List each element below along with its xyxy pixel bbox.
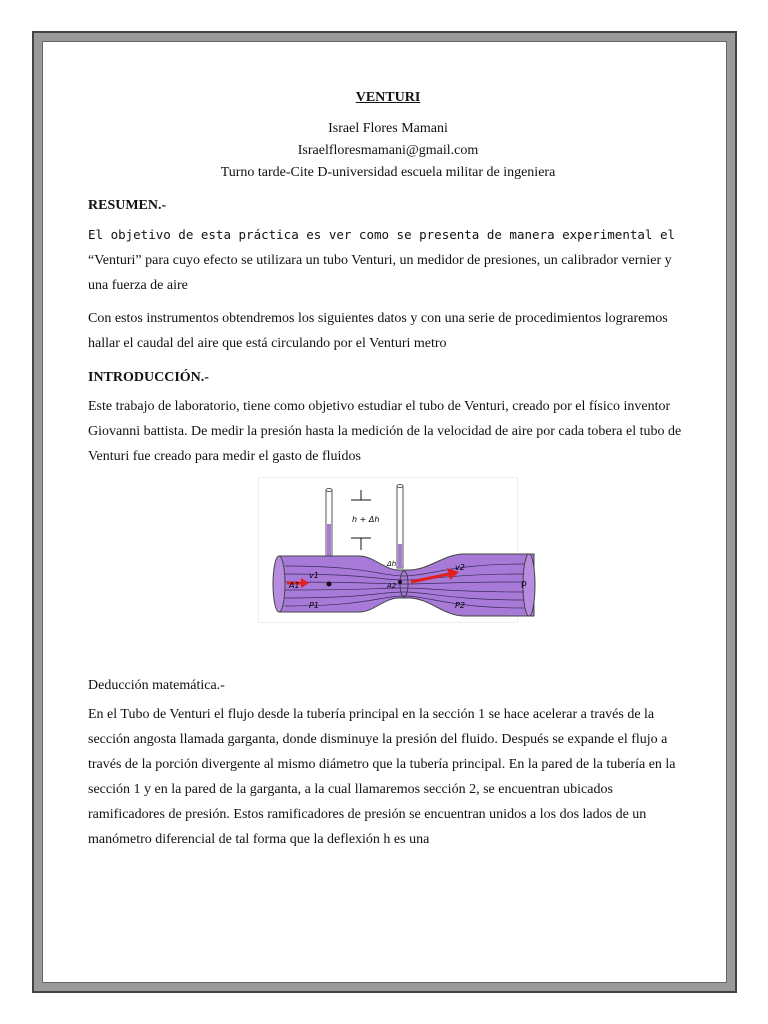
resumen-paragraph-1 <box>88 222 688 298</box>
inlet-cross-section <box>273 556 285 612</box>
author-name: Israel Flores Mamani <box>328 121 448 136</box>
deduccion-paragraph: En el Tubo de Venturi el flujo desde la tubería principal en la sección 1 se hace acelerar a través de la sección angosta llamada garganta, donde disminuye la presión del fluido. Después se expande el flujo a través de la porción divergente al mismo diámetro que la tubería principal. En la pared de la tubería en la sección 1 y en la pared de la garganta, a la cual llamaremos sección 2, se encuentran ubicados ramificadores de presión. Estos ramificadores de presión se encuentran unidos a los dos lados de un manómetro diferencial de tal forma que la deflexión h es una <box>88 707 676 847</box>
resumen-p1-mono: El objetivo de esta práctica es ver como se presenta de manera experimental el <box>88 227 675 242</box>
introduccion-paragraph: Este trabajo de laboratorio, tiene como objetivo estudiar el tubo de Venturi, creado por el físico inventor Giovanni battista. De medir la presión hasta la medición de la velocidad de aire por cada tobera el tubo de Venturi fue creado para medir el gasto de fluidos <box>88 399 682 464</box>
deduccion-heading: Deducción matemática.- <box>88 678 225 693</box>
document-title: VENTURI <box>355 90 421 105</box>
document-header <box>88 90 688 184</box>
point-1 <box>327 582 332 587</box>
label-v2: v2 <box>455 563 465 572</box>
resumen-p1-rest: “Venturi” para cuyo efecto se utilizara un tubo Venturi, un medidor de presiones, un calibrador vernier y una fuerza de aire <box>88 253 672 293</box>
label-v1: v1 <box>309 571 319 580</box>
figure-container <box>88 477 688 623</box>
label-p2: P2 <box>455 601 465 610</box>
label-a1: A1 <box>289 581 300 590</box>
point-2 <box>398 580 402 584</box>
venturi-diagram <box>258 477 527 623</box>
resumen-paragraph-2: Con estos instrumentos obtendremos los siguientes datos y con una serie de procedimientos lograremos hallar el caudal del aire que está circulando por el Venturi metro <box>88 311 668 351</box>
label-rho: ρ <box>521 579 527 589</box>
document-body <box>88 90 688 860</box>
manometer-top-left <box>326 489 332 492</box>
resumen-heading: RESUMEN.- <box>88 198 167 213</box>
label-p1: P1 <box>309 601 319 610</box>
label-dh: Δh <box>387 560 397 568</box>
author-affiliation: Turno tarde-Cite D-universidad escuela militar de ingeniera <box>220 165 556 180</box>
author-email: Israelfloresmamani@gmail.com <box>297 143 479 158</box>
manometer-fluid-right <box>398 544 402 568</box>
label-a2: A2 <box>387 582 397 590</box>
label-h-dh: h + Δh <box>352 515 380 524</box>
introduccion-heading: INTRODUCCIÓN.- <box>88 370 209 385</box>
manometer-top-right <box>397 485 403 488</box>
